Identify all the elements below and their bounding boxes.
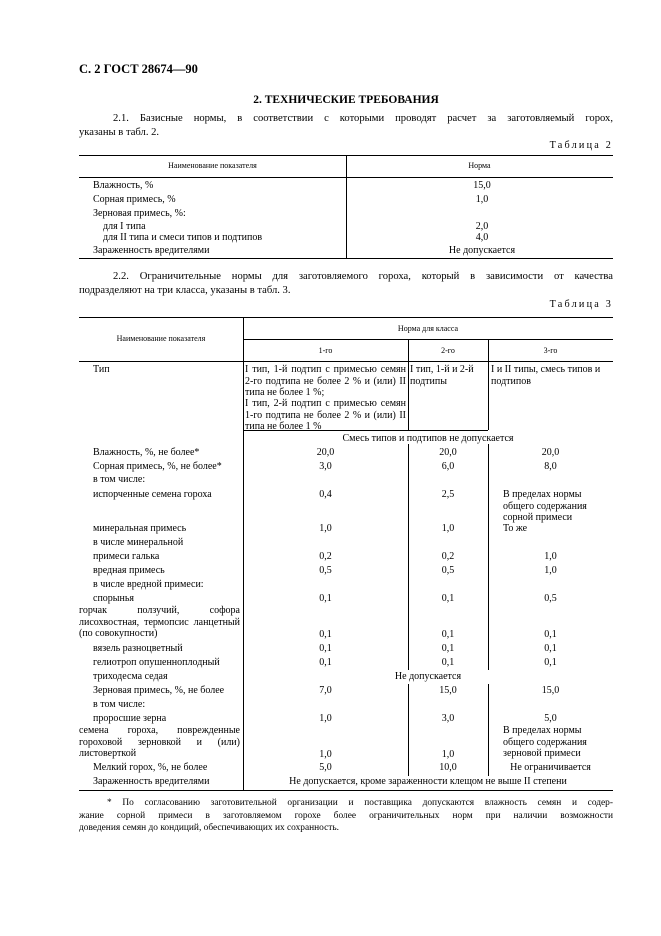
table3-class2-value: 2,5 — [441, 489, 455, 500]
table3-row-name: испорченные семена гороха — [93, 489, 212, 500]
table3-span-value: Не допускается, кроме зараженности клещом не выше II степени — [289, 776, 567, 787]
table3-class3-value: Не ограничивается — [510, 762, 591, 773]
table2-row-value: 2,0 — [475, 221, 489, 232]
table3-class3-value: 0,1 — [544, 629, 557, 640]
table3-row-name: примеси галька — [93, 551, 160, 562]
paragraph-line: 2.2. Ограничительные нормы для заготовляемого гороха, который в зависимости от качества — [113, 271, 613, 282]
table3-class1-value: 0,4 — [319, 489, 332, 500]
table2-row-name: для II типа и смеси типов и подтипов — [103, 232, 263, 243]
table3-header-class3: 3-го — [543, 346, 558, 355]
table3-class2-value: 15,0 — [439, 685, 457, 696]
table3-class2-value: 0,1 — [441, 657, 455, 668]
table3-top-rule — [79, 317, 613, 318]
table3-type-class1-b: I тип, 2-й подтип с примесью семян 1-го подтипа не более 2 % и (или) II типа не более 1 % — [245, 398, 406, 433]
table3-row-name: в числе вредной примеси: — [93, 579, 204, 590]
paragraph-line: подразделяют на три класса, указаны в табл. 3. — [79, 284, 291, 296]
table3-class2-value: 10,0 — [439, 762, 457, 773]
table3-class3-value: 20,0 — [541, 447, 560, 458]
table3-class1-value: 3,0 — [319, 461, 332, 472]
table3-class1-value: 0,1 — [319, 643, 332, 654]
table2-row-name: Сорная примесь, % — [93, 194, 176, 205]
footnote-line: доведения семян до кондиций, обеспечивающих их сохранность. — [79, 823, 339, 834]
table3-class3-value: 1,0 — [544, 565, 557, 576]
table3-header-name: Наименование показателя — [116, 334, 206, 343]
table3-class1-value: 0,1 — [319, 657, 332, 668]
table3-class2-value: 6,0 — [441, 461, 455, 472]
footnote — [79, 797, 613, 835]
table3-row-name: минеральная примесь — [93, 523, 187, 534]
table2-row-name: для I типа — [103, 221, 146, 232]
table3-row-name: семена гороха, поврежденные гороховой зерновкой и (или) листоверткой — [79, 725, 240, 760]
table3-row-name: в том числе: — [93, 699, 146, 710]
paragraph-line: 2.1. Базисные нормы, в соответствии с которыми проводят расчет за заготовляемый горох, — [113, 113, 613, 124]
table3-row-name: Зерновая примесь, %, не более — [93, 685, 225, 696]
paragraph-2-1 — [79, 112, 613, 139]
table3-row-name: горчак ползучий, софора лисохвостная, термопсис ланцетный (по совокупности) — [79, 605, 240, 640]
table3-class1-value: 1,0 — [319, 523, 332, 534]
table3-class3-value: 0,5 — [544, 593, 557, 604]
table3-row-name: Влажность, %, не более* — [93, 447, 200, 458]
table3-class1-value: 0,1 — [319, 629, 332, 640]
table3-class2-value: 0,1 — [441, 629, 455, 640]
table2-row-value: 1,0 — [475, 194, 489, 205]
table3-row-name: Зараженность вредителями — [93, 776, 210, 787]
section-title: 2. ТЕХНИЧЕСКИЕ ТРЕБОВАНИЯ — [253, 94, 439, 106]
table3-class3-value: То же — [503, 523, 528, 534]
table3-type-span-note: Смесь типов и подтипов не допускается — [342, 433, 514, 444]
table3-header-class2: 2-го — [441, 346, 455, 355]
paragraph-2-2 — [79, 270, 613, 297]
table3-class2-value: 0,1 — [441, 643, 455, 654]
table3-class1-value: 5,0 — [319, 762, 332, 773]
table3-group-rule — [243, 339, 613, 340]
table2-row-value: 15,0 — [473, 180, 491, 191]
footnote-line: жание сорной примеси в заготовляемом горохе более ограничительных норм при наличии возможности — [79, 810, 613, 821]
table3-row-name: вязель разноцветный — [93, 643, 183, 654]
table3-class1-value: 20,0 — [316, 447, 335, 458]
table3-type-class3: I и II типы, смесь типов и подтипов — [491, 364, 601, 387]
table3-class2-value: 0,5 — [441, 565, 455, 576]
table3-class3-value: 15,0 — [541, 685, 560, 696]
table3-row-name: гелиотроп опушенноплодный — [93, 657, 220, 668]
table3-row-name: проросшие зерна — [93, 713, 167, 724]
table3-class3-value: 0,1 — [544, 657, 557, 668]
table2-row-name: Зараженность вредителями — [93, 245, 210, 256]
table3-class2-value: 3,0 — [441, 713, 455, 724]
table3-class2-value: 0,1 — [441, 593, 455, 604]
table3-row-name: в том числе: — [93, 474, 146, 485]
table3-header-class1: 1-го — [318, 346, 333, 355]
table3-row-name: вредная примесь — [93, 565, 165, 576]
table3-class1-value: 1,0 — [319, 749, 332, 760]
table2-header-name: Наименование показателя — [168, 161, 257, 170]
table3-class1-value: 1,0 — [319, 713, 332, 724]
table3-row-name: Тип — [93, 364, 110, 375]
table3-caption: Таблица 3 — [549, 299, 613, 310]
table3-type-class1-a: I тип, 1-й подтип с примесью семян 2-го подтипа не более 2 % и (или) II типа не более 1 %; — [245, 364, 406, 399]
table3-class3-value: 1,0 — [544, 551, 557, 562]
table2-header-norm: Норма — [468, 161, 491, 170]
table3-class3-value: 0,1 — [544, 643, 557, 654]
table3-type-class2: I тип, 1-й и 2-й подтипы — [410, 364, 474, 387]
table2-bottom-rule — [79, 258, 613, 259]
table2-caption: Таблица 2 — [549, 140, 613, 151]
table3-row-name: Мелкий горох, %, не более — [93, 762, 208, 773]
table3-header-rule — [79, 361, 613, 362]
paragraph-line: указаны в табл. 2. — [79, 126, 160, 138]
table3-row-name: в числе минеральной — [93, 537, 184, 548]
table3-bottom-rule — [79, 790, 613, 791]
table3-row-name: Сорная примесь, %, не более* — [93, 461, 222, 472]
table3-class2-value: 20,0 — [439, 447, 457, 458]
table3-class3-value: 5,0 — [544, 713, 557, 724]
page-header: С. 2 ГОСТ 28674—90 — [79, 62, 198, 76]
table3-class2-value: 1,0 — [441, 523, 455, 534]
table2-row-name: Зерновая примесь, %: — [93, 208, 186, 219]
table2-row-value: Не допускается — [448, 245, 516, 256]
table3-row-name: триходесма седая — [93, 671, 168, 682]
table3-class2-value: 0,2 — [441, 551, 455, 562]
table3-header-group: Норма для класса — [397, 324, 459, 333]
table2-row-value: 4,0 — [475, 232, 489, 243]
table3-row-name: спорынья — [93, 593, 135, 604]
table3-class1-value: 7,0 — [319, 685, 332, 696]
table2-row-name: Влажность, % — [93, 180, 154, 191]
footnote-line: * По согласованию заготовительной организации и поставщика допускаются влажность семян и содер- — [107, 798, 613, 808]
table3-class2-value: 1,0 — [441, 749, 455, 760]
table3-class1-value: 0,1 — [319, 593, 332, 604]
table3-class3-value: 8,0 — [544, 461, 557, 472]
table3-class1-value: 0,5 — [319, 565, 332, 576]
table3-class3-value: В пределах нормы общего содержания зерновой примеси — [503, 725, 587, 760]
table3-span-value: Не допускается — [394, 671, 462, 682]
table3-class3-value: В пределах нормы общего содержания сорной примеси — [503, 489, 587, 524]
table3-class1-value: 0,2 — [319, 551, 332, 562]
